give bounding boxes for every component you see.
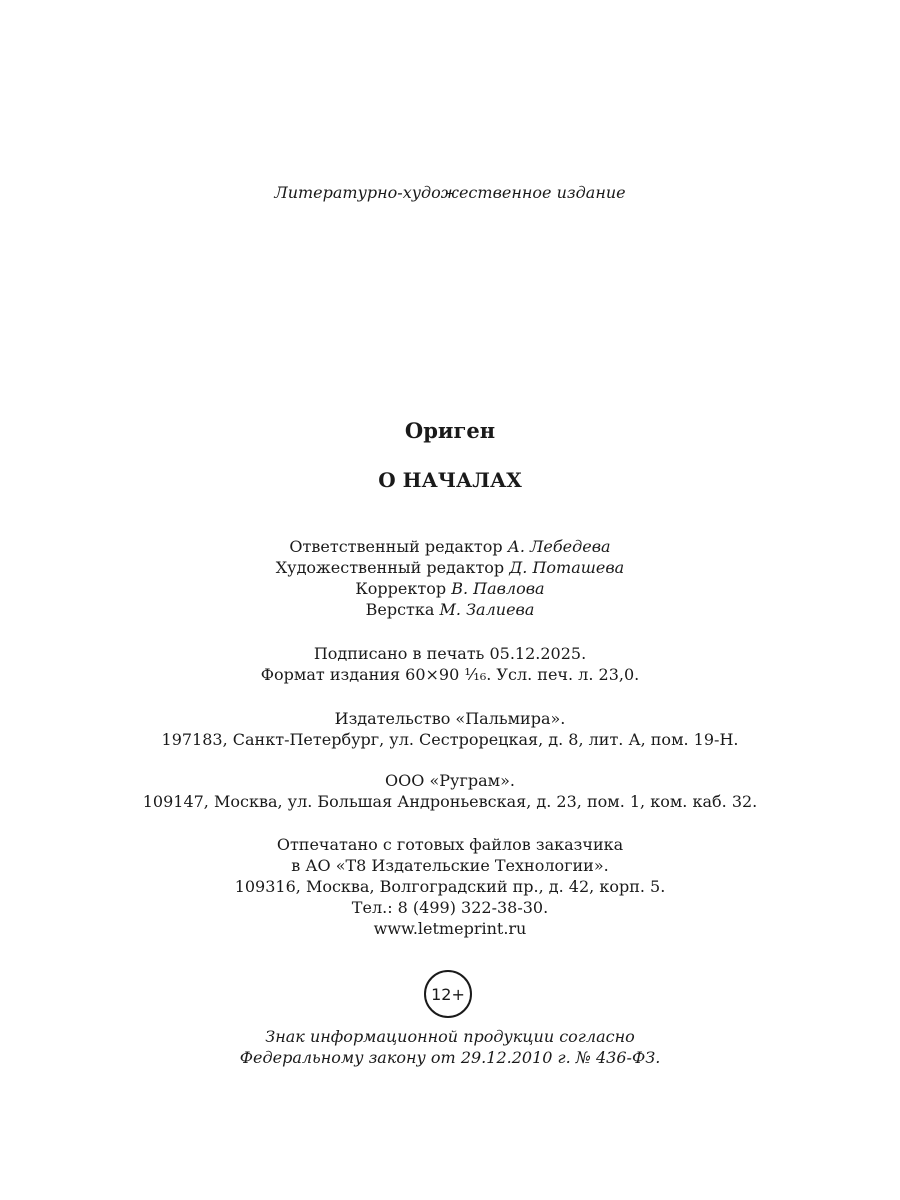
printed-from-files: Отпечатано с готовых файлов заказчика — [276, 835, 624, 854]
company-address: 109147, Москва, ул. Большая Андроньевская, д. 23, пом. 1, ком. каб. 32. — [142, 792, 758, 811]
company-name: ООО «Руграм». — [385, 771, 515, 790]
credit-name: А. Лебедева — [507, 537, 611, 556]
signed-to-print: Подписано в печать 05.12.2025. — [313, 644, 587, 663]
edition-format: Формат издания 60×90 ¹⁄₁₆. Усл. печ. л. 23,0. — [260, 665, 640, 684]
law-notice-line: Знак информационной продукции согласно — [265, 1027, 635, 1046]
credits-block — [0, 536, 900, 620]
print-info-block — [0, 643, 900, 685]
printer-phone: Тел.: 8 (499) 322-38-30. — [351, 898, 549, 917]
law-notice-block — [0, 1026, 900, 1068]
age-rating-badge: 12+ — [424, 970, 472, 1018]
printer-name: в АО «Т8 Издательские Технологии». — [291, 856, 609, 875]
credit-line — [0, 536, 900, 557]
credit-line — [0, 599, 900, 620]
publisher-name: Издательство «Пальмира». — [334, 709, 566, 728]
law-notice-line: Федеральному закону от 29.12.2010 г. № 436-ФЗ. — [239, 1048, 661, 1067]
credit-role: Художественный редактор — [275, 558, 505, 577]
printer-website[interactable]: www.letmeprint.ru — [373, 919, 527, 938]
credit-role: Ответственный редактор — [289, 537, 503, 556]
credit-line — [0, 557, 900, 578]
printer-block — [0, 834, 900, 939]
publisher-address: 197183, Санкт-Петербург, ул. Сестрорецкая, д. 8, лит. А, пом. 19-Н. — [161, 730, 739, 749]
credit-line — [0, 578, 900, 599]
credit-name: М. Залиева — [439, 600, 535, 619]
credit-name: В. Павлова — [451, 579, 545, 598]
credit-role: Корректор — [355, 579, 447, 598]
credit-role: Верстка — [365, 600, 435, 619]
book-author: Ориген — [404, 418, 496, 443]
publisher-block — [0, 708, 900, 750]
company-block — [0, 770, 900, 812]
edition-type: Литературно-художественное издание — [274, 183, 626, 202]
printer-address: 109316, Москва, Волгоградский пр., д. 42, корп. 5. — [234, 877, 666, 896]
credit-name: Д. Поташева — [509, 558, 625, 577]
book-title: О НАЧАЛАХ — [378, 468, 522, 492]
